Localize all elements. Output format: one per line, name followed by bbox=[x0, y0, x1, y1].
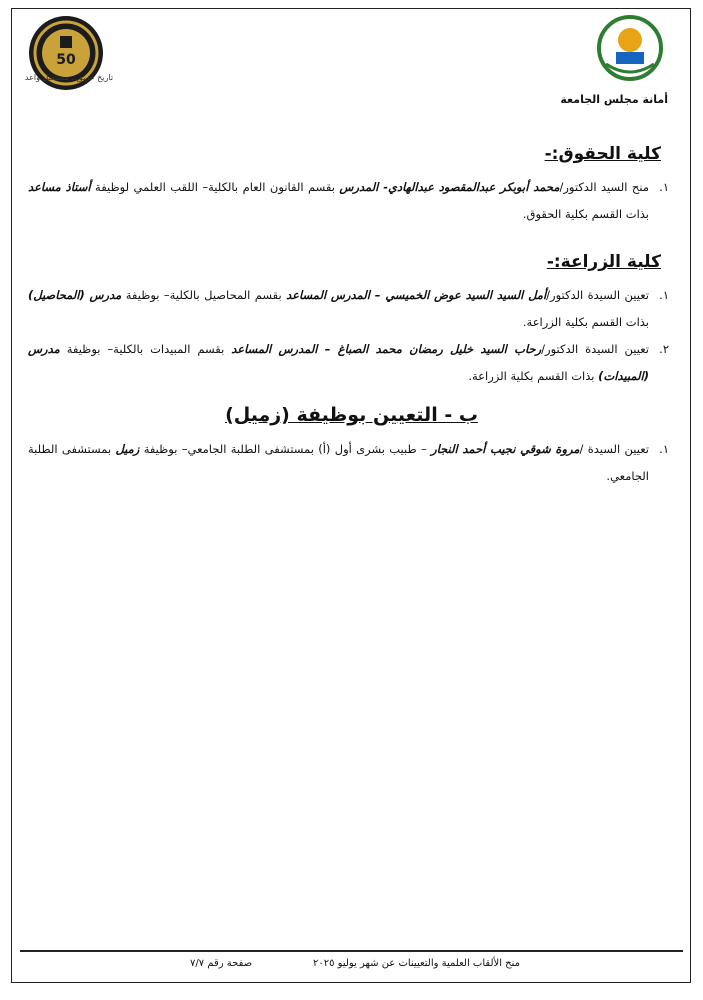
list-item: ١. تعيين السيدة الدكتور/أمل السيد السيد عوض الخميسي – المدرس المساعد بقسم المحاصيل بالكلية– بوظيفة مدرس (المحاصيل) بذات القسم بكلية الزراعة. bbox=[28, 288, 669, 329]
footer-title: منح الألقاب العلمية والتعيينات عن شهر يوليو ٢٠٢٥ bbox=[312, 958, 520, 969]
footer bbox=[190, 958, 520, 969]
section-heading-agriculture: كلية الزراعة:- bbox=[546, 252, 661, 272]
logo-caption: تاريخ عريق.. مستقبل واعد bbox=[24, 73, 114, 82]
list-item: ١. منح السيد الدكتور/محمد أبوبكر عبدالمقصود عبدالهادي- المدرس بقسم القانون العام بالكلية– اللقب العلمي لوظيفة أستاذ مساعد بذات القسم بكلية الحقوق. bbox=[28, 180, 669, 221]
document-body bbox=[28, 130, 675, 490]
council-title: أمانة مجلس الجامعة bbox=[560, 93, 668, 106]
section-title-fellow: ب - التعيين بوظيفة (زميل) bbox=[225, 404, 478, 426]
list-item: ٢. تعيين السيدة الدكتور/رحاب السيد خليل رمضان محمد الصباغ – المدرس المساعد بقسم المبيدات بالكلية– بوظيفة مدرس (المبيدات) بذات القسم بكلية الزراعة. bbox=[28, 342, 669, 383]
list-item: ١. تعيين السيدة /مروة شوقي نجيب أحمد النجار – طبيب بشرى أول (أ) بمستشفى الطلبة الجامعي– بوظيفة زميل بمستشفى الطلبة الجامعي. bbox=[28, 442, 669, 483]
section-heading-law: كلية الحقوق:- bbox=[544, 144, 661, 164]
footer-divider bbox=[20, 950, 683, 952]
university-logo-icon bbox=[596, 14, 664, 82]
svg-text:50: 50 bbox=[56, 52, 76, 68]
page-number: صفحة رقم ٧/٧ bbox=[190, 958, 253, 969]
